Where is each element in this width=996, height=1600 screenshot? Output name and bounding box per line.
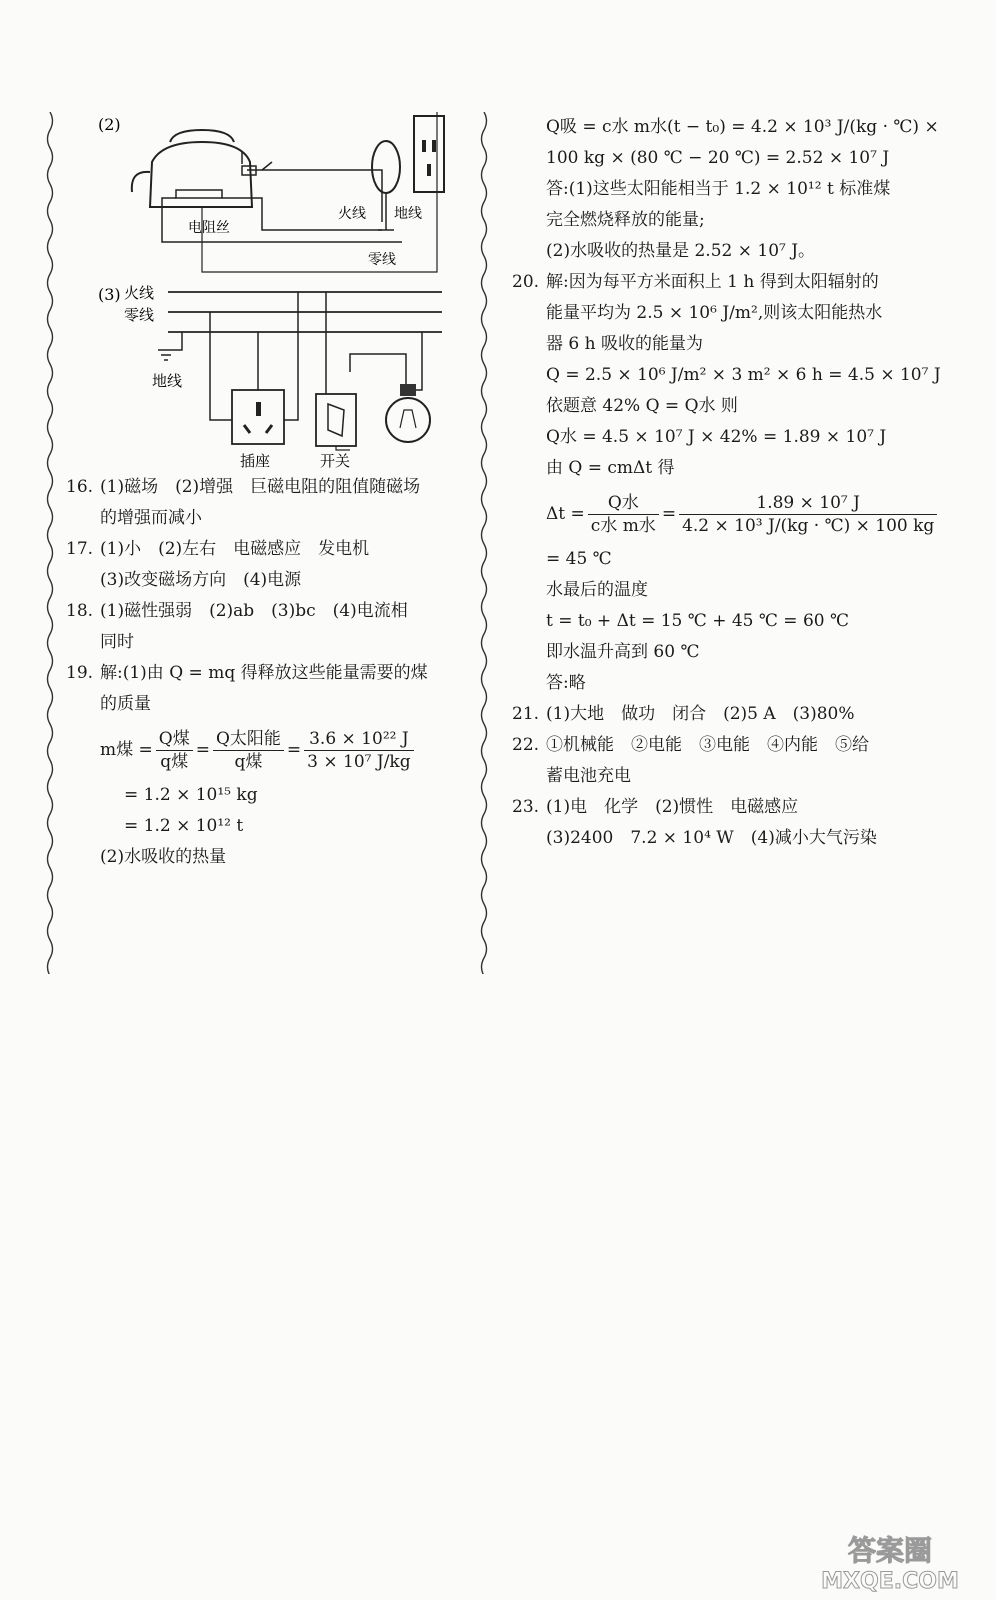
- denominator: c水 m水: [590, 515, 656, 536]
- q17-line1: [66, 534, 484, 565]
- q20-text: 解:因为每平方米面积上 1 h 得到太阳辐射的: [546, 272, 879, 292]
- live-wire-label: 火线: [338, 206, 366, 222]
- fraction-1: [156, 728, 193, 773]
- live-line-label: 火线: [124, 284, 155, 302]
- switch-label: 开关: [320, 452, 351, 470]
- left-column: [66, 472, 484, 873]
- q20-number: 20.: [512, 272, 540, 292]
- denominator: 3 × 10⁷ J/kg: [307, 751, 411, 772]
- equals: =: [195, 739, 210, 760]
- q17-number: 17.: [66, 539, 94, 559]
- q19-line1: [66, 658, 484, 689]
- q16-answer: (1)磁场 (2)增强 巨磁电阻的阻值随磁场: [100, 477, 421, 497]
- denominator: q煤: [234, 751, 263, 772]
- diagram2-label: (2): [98, 115, 121, 134]
- q23-line2: (3)2400 7.2 × 10⁴ W (4)减小大气污染: [546, 828, 877, 848]
- fraction-3: [304, 728, 413, 773]
- q22-answer: ①机械能 ②电能 ③电能 ④内能 ⑤给: [546, 735, 869, 755]
- equals: =: [286, 739, 302, 760]
- q23-number: 23.: [512, 797, 540, 817]
- plug-icon: [372, 141, 400, 193]
- fraction-2: [213, 728, 284, 773]
- neutral-line-label: 零线: [124, 306, 155, 324]
- left-wavy-border: [44, 112, 56, 974]
- q20-line10: t = t₀ + Δt = 15 ℃ + 45 ℃ = 60 ℃: [546, 611, 850, 631]
- q19-line4: = 1.2 × 10¹² t: [124, 816, 244, 836]
- q23-answer: (1)电 化学 (2)惯性 电磁感应: [546, 797, 799, 817]
- household-circuit-diagram: [92, 280, 452, 470]
- q20-line4: Q = 2.5 × 10⁶ J/m² × 3 m² × 6 h = 4.5 × 10⁷ J: [546, 365, 941, 385]
- kettle-wiring-diagram: [92, 112, 452, 280]
- numerator: Q太阳能: [213, 728, 284, 751]
- q16-number: 16.: [66, 477, 94, 497]
- q18-line1: [66, 596, 484, 627]
- resistor-wire-symbol: [176, 190, 222, 198]
- denominator: q煤: [160, 751, 189, 772]
- denominator: 4.2 × 10³ J/(kg · ℃) × 100 kg: [682, 515, 935, 536]
- q20-line2: 能量平均为 2.5 × 10⁶ J/m²,则该太阳能热水: [546, 303, 883, 323]
- q16-line1: [66, 472, 484, 503]
- numerator: Q水: [588, 492, 659, 515]
- diagram3-label: (3): [98, 285, 121, 304]
- socket-symbol: [232, 390, 284, 444]
- formula-lhs: m煤 =: [100, 739, 153, 760]
- q19-number: 19.: [66, 663, 94, 683]
- bulb-base: [400, 384, 416, 396]
- q20-line11: 即水温升高到 60 ℃: [546, 642, 700, 662]
- q19-line3: = 1.2 × 10¹⁵ kg: [124, 785, 258, 805]
- watermark-top: 答案圈: [847, 1534, 933, 1567]
- equals: =: [661, 503, 677, 524]
- coal-mass-formula: [66, 720, 484, 780]
- q19-line2: 的质量: [100, 694, 151, 714]
- q19-answer-line3: (2)水吸收的热量是 2.52 × 10⁷ J。: [546, 241, 816, 261]
- heat-absorbed-line1: Q吸 = c水 m水(t − t₀) = 4.2 × 10³ J/(kg · ℃) ×: [546, 117, 939, 137]
- ground-wire-label: 地线: [394, 206, 422, 222]
- numerator: 1.89 × 10⁷ J: [679, 492, 937, 515]
- site-watermark-logo: [810, 1530, 970, 1594]
- q18-number: 18.: [66, 601, 94, 621]
- numerator: 3.6 × 10²² J: [304, 728, 413, 751]
- ground-line-label: 地线: [152, 372, 183, 390]
- q21-number: 21.: [512, 704, 540, 724]
- q17-line2: (3)改变磁场方向 (4)电源: [100, 570, 302, 590]
- light-bulb-icon: [386, 398, 430, 442]
- right-column: [512, 112, 941, 854]
- q16-line2: 的增强而减小: [100, 508, 202, 528]
- numerator: Q煤: [156, 728, 193, 751]
- temperature-change-formula: [512, 484, 935, 544]
- q19-answer-line2: 完全燃烧释放的能量;: [546, 210, 705, 230]
- wall-socket-icon: [414, 116, 444, 192]
- q19-answer-line1: 答:(1)这些太阳能相当于 1.2 × 10¹² t 标准煤: [546, 179, 891, 199]
- q18-answer: (1)磁性强弱 (2)ab (3)bc (4)电流相: [100, 601, 408, 621]
- q20-line7: 由 Q = cmΔt 得: [546, 458, 675, 478]
- q22-line1: [512, 730, 924, 761]
- q18-line2: 同时: [100, 632, 134, 652]
- q20-line6: Q水 = 4.5 × 10⁷ J × 42% = 1.89 × 10⁷ J: [546, 427, 887, 447]
- switch-symbol: [316, 394, 356, 446]
- socket-label: 插座: [240, 452, 271, 470]
- q21-answer: (1)大地 做功 闭合 (2)5 A (3)80%: [546, 704, 855, 724]
- resistor-label: 电阻丝: [188, 220, 230, 236]
- q21-line1: [512, 699, 924, 730]
- fraction-1: [588, 492, 659, 537]
- heat-absorbed-line2: 100 kg × (80 ℃ − 20 ℃) = 2.52 × 10⁷ J: [546, 148, 890, 168]
- q20-line5: 依题意 42% Q = Q水 则: [546, 396, 738, 416]
- q20-line8: = 45 ℃: [546, 549, 612, 569]
- neutral-wire-label: 零线: [368, 252, 396, 268]
- q20-line1: [512, 267, 924, 298]
- fraction-2: [679, 492, 937, 537]
- q19-answer: 解:(1)由 Q = mq 得释放这些能量需要的煤: [100, 663, 428, 683]
- q19-line5: (2)水吸收的热量: [100, 847, 227, 867]
- watermark-bottom: MXQE.COM: [821, 1569, 959, 1594]
- q17-answer: (1)小 (2)左右 电磁感应 发电机: [100, 539, 370, 559]
- formula-lhs: Δt =: [546, 503, 585, 524]
- q23-line1: [512, 792, 924, 823]
- q22-line2: 蓄电池充电: [546, 766, 631, 786]
- q20-line9: 水最后的温度: [546, 580, 648, 600]
- q20-line12: 答:略: [546, 673, 586, 693]
- q22-number: 22.: [512, 735, 540, 755]
- q20-line3: 器 6 h 吸收的能量为: [546, 334, 703, 354]
